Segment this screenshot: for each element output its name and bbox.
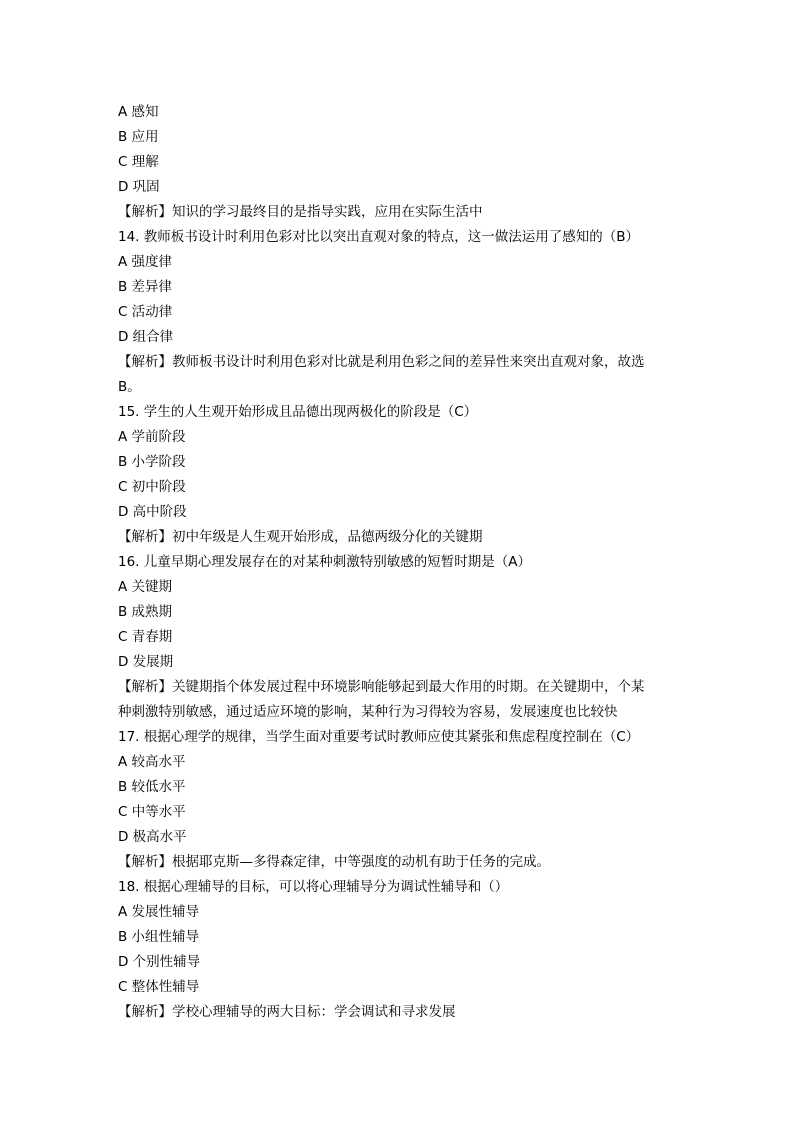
analysis-line: 【解析】学校心理辅导的两大目标：学会调试和寻求发展 (118, 1004, 456, 1020)
question-15: 15. 学生的人生观开始形成且品德出现两极化的阶段是（C） (118, 404, 478, 420)
option-line: A 较高水平 (118, 754, 186, 770)
analysis-line: 【解析】初中年级是人生观开始形成，品德两级分化的关键期 (118, 529, 483, 545)
analysis-line: 【解析】教师板书设计时利用色彩对比就是利用色彩之间的差异性来突出直观对象，故选 (118, 354, 645, 370)
option-line: B 较低水平 (118, 779, 186, 795)
analysis-line-continued: 种刺激特别敏感，通过适应环境的影响，某种行为习得较为容易，发展速度也比较快 (118, 704, 618, 720)
option-line: A 学前阶段 (118, 429, 186, 445)
question-17: 17. 根据心理学的规律，当学生面对重要考试时教师应使其紧张和焦虑程度控制在（C） (118, 729, 640, 745)
option-line: B 小组性辅导 (118, 929, 200, 945)
option-line: C 中等水平 (118, 804, 186, 820)
option-line: C 理解 (118, 154, 159, 170)
analysis-line: 【解析】关键期指个体发展过程中环境影响能够起到最大作用的时期。在关键期中，个某 (118, 679, 645, 695)
option-line: B 小学阶段 (118, 454, 186, 470)
option-line: D 组合律 (118, 329, 174, 345)
option-line: C 初中阶段 (118, 479, 186, 495)
option-line: D 个别性辅导 (118, 954, 201, 970)
option-line: A 强度律 (118, 254, 173, 270)
option-line: B 差异律 (118, 279, 173, 295)
option-line: B 应用 (118, 129, 159, 145)
option-line: B 成熟期 (118, 604, 173, 620)
option-line: D 极高水平 (118, 829, 187, 845)
option-line: C 活动律 (118, 304, 173, 320)
question-16: 16. 儿童早期心理发展存在的对某种刺激特别敏感的短暂时期是（A） (118, 554, 531, 570)
analysis-line: 【解析】知识的学习最终目的是指导实践，应用在实际生活中 (118, 204, 483, 220)
option-line: C 青春期 (118, 629, 173, 645)
option-line: D 巩固 (118, 179, 160, 195)
document-body (118, 100, 678, 1025)
analysis-line-continued: B。 (118, 379, 141, 395)
option-line: A 感知 (118, 104, 159, 120)
analysis-line: 【解析】根据耶克斯—多得森定律，中等强度的动机有助于任务的完成。 (118, 854, 550, 870)
option-line: A 关键期 (118, 579, 173, 595)
option-line: C 整体性辅导 (118, 979, 200, 995)
question-14: 14. 教师板书设计时利用色彩对比以突出直观对象的特点，这一做法运用了感知的（B） (118, 229, 640, 245)
option-line: A 发展性辅导 (118, 904, 200, 920)
option-line: D 高中阶段 (118, 504, 187, 520)
option-line: D 发展期 (118, 654, 174, 670)
question-18: 18. 根据心理辅导的目标，可以将心理辅导分为调试性辅导和（） (118, 879, 509, 895)
